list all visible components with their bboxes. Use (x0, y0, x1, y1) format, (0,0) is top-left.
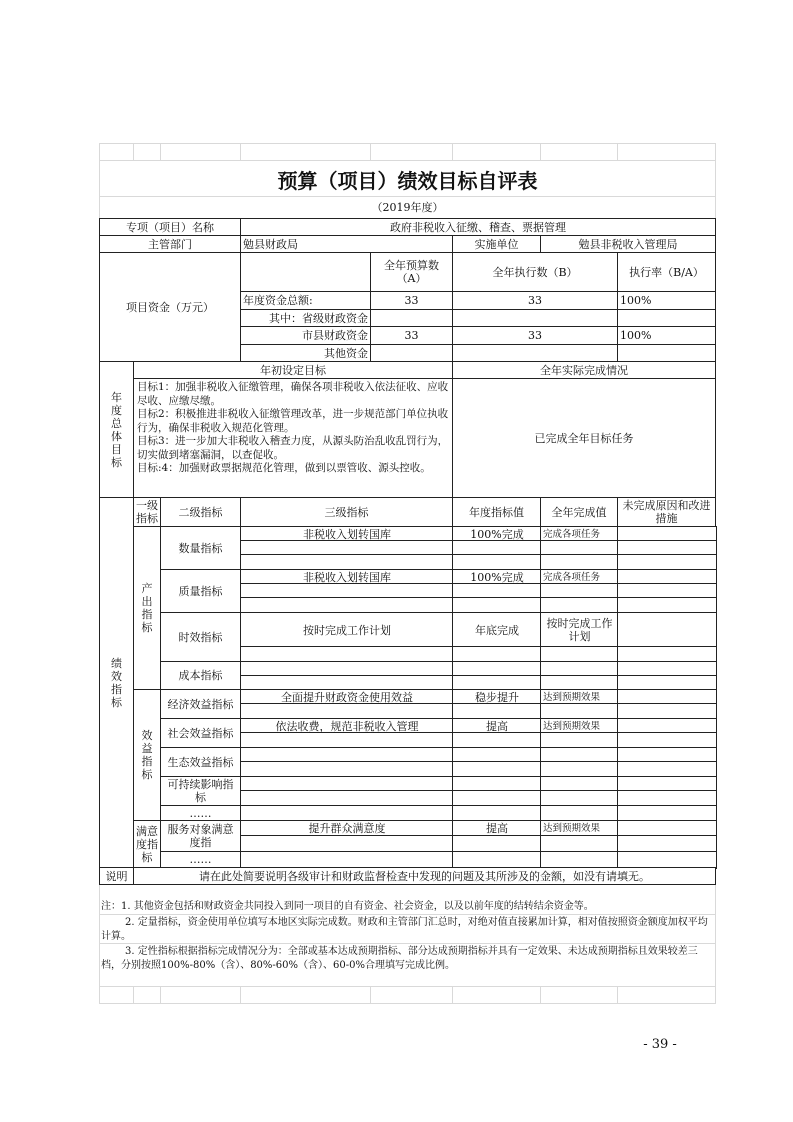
level2-ellipsis: …… (160, 851, 241, 868)
annual-target: 100%完成 (452, 569, 542, 585)
ind-header-l1: 一级指标 (133, 497, 161, 527)
col-exec: 全年执行数（B） (452, 252, 618, 292)
level3-indicator: 全面提升财政资金使用效益 (240, 689, 454, 705)
fund-row-rate (617, 344, 716, 362)
fund-row-label: 其他资金 (240, 344, 371, 362)
note-2: 2. 定量指标，资金使用单位填写本地区实际完成数。财政和主管部门汇总时，对绝对值直接累加计算，相对值按照资金额度加权平均计算。 (101, 917, 708, 942)
level2-sustainable: 可持续影响指标 (160, 776, 241, 806)
goals-set-header: 年初设定目标 (133, 361, 453, 379)
actual-value: 按时完成工作计划 (540, 612, 619, 648)
goals-actual-header: 全年实际完成情况 (452, 361, 716, 379)
ind-header-l2: 二级指标 (160, 497, 241, 527)
level1-benefit: 效益指标 (133, 689, 161, 821)
impl-value: 勉县非税收入管理局 (540, 235, 716, 253)
fund-row-exec: 33 (452, 291, 618, 310)
shortfall-reason (617, 612, 717, 648)
project-name-label: 专项（项目）名称 (99, 218, 241, 236)
ind-header-reason: 未完成原因和改进措施 (617, 497, 716, 527)
explain-text: 请在此处简要说明各级审计和财政监督检查中发现的问题及其所涉及的金额，如没有请填无。 (133, 867, 716, 885)
dept-label: 主管部门 (99, 235, 241, 253)
fund-row-exec (452, 344, 618, 362)
fund-row-budget (370, 309, 453, 327)
goals-set-text: 目标1：加强非税收入征缴管理，确保各项非税收入依法征收、应收尽收、应缴尽缴。 目标2：积极推进非税收入征缴管理改革，进一步规范部门单位执收行为，确保非税收入规范化管理。 目标3：进一步加大非税收入稽查力度，从源头防治乱收乱罚行为，切实做到堵塞漏洞，以查促收。 目标:4：加强财政票据规范化管理，做到以票管收、源头控收。 (133, 378, 453, 498)
fund-row-exec: 33 (452, 326, 618, 345)
fund-row-rate (617, 309, 716, 327)
note-1: 注：1. 其他资金包括和财政资金共同投入到同一项目的自有资金、社会资金，以及以前年度的结转结余资金等。 (101, 901, 594, 912)
actual-value: 达到预期效果 (540, 718, 619, 734)
indicators-label: 绩效指标 (99, 497, 134, 868)
level2-timeliness: 时效指标 (160, 612, 241, 662)
impl-label: 实施单位 (452, 235, 541, 253)
level2-ellipsis: …… (160, 805, 241, 821)
goals-actual-text: 已完成全年目标任务 (452, 378, 716, 498)
level2-economic: 经济效益指标 (160, 689, 241, 719)
fund-row-label: 其中：省级财政资金 (240, 309, 371, 327)
annual-target: 年底完成 (452, 612, 542, 648)
fund-row-label: 年度资金总额: (240, 291, 371, 310)
level1-satisfaction: 满意度指标 (133, 820, 161, 868)
col-rate: 执行率（B/A） (617, 252, 716, 292)
fund-row-budget: 33 (370, 326, 453, 345)
fund-row-label: 市县财政资金 (240, 326, 371, 345)
level2-cost: 成本指标 (160, 661, 241, 690)
actual-value: 达到预期效果 (540, 820, 619, 837)
actual-value: 达到预期效果 (540, 689, 619, 705)
funds-corner (240, 252, 371, 292)
level2-ecological: 生态效益指标 (160, 747, 241, 777)
level2-social: 社会效益指标 (160, 718, 241, 748)
page-number: - 39 - (643, 1037, 677, 1052)
fund-row-rate: 100% (617, 291, 716, 310)
actual-value: 完成各项任务 (540, 569, 619, 585)
page-title: 预算（项目）绩效目标自评表 (277, 168, 538, 193)
goals-label: 年度总体目标 (99, 361, 134, 498)
fund-row-budget: 33 (370, 291, 453, 310)
ind-header-target: 年度指标值 (452, 497, 541, 527)
dept-value: 勉县财政局 (240, 235, 453, 253)
explain-label: 说明 (99, 867, 134, 885)
annual-target: 100%完成 (452, 526, 542, 542)
fiscal-year: （2019年度） (371, 201, 444, 214)
level2-service-satisfaction: 服务对象满意度指 (160, 820, 241, 852)
funds-label: 项目资金（万元） (99, 252, 241, 362)
fund-row-budget (370, 344, 453, 362)
level3-indicator: 非税收入划转国库 (240, 569, 454, 585)
annual-target: 提高 (452, 820, 542, 837)
level3-indicator: 依法收费，规范非税收入管理 (240, 718, 454, 734)
note-3: 3. 定性指标根据指标完成情况分为：全部或基本达成预期指标、部分达成预期指标并具有一定效果、未达成预期指标且效果较差三档，分别按照100%-80%（含）、80%-60%（含）、60-0%合理填写完成比例。 (101, 946, 698, 971)
level2-quantity: 数量指标 (160, 526, 241, 570)
col-budget: 全年预算数（A） (370, 252, 453, 292)
level3-indicator: 非税收入划转国库 (240, 526, 454, 542)
level3-indicator: 提升群众满意度 (240, 820, 454, 837)
project-name-value: 政府非税收入征缴、稽查、票据管理 (240, 218, 716, 236)
actual-value: 完成各项任务 (540, 526, 619, 542)
level1-output: 产出指标 (133, 526, 161, 690)
fund-row-exec (452, 309, 618, 327)
annual-target: 稳步提升 (452, 689, 542, 705)
level3-indicator: 按时完成工作计划 (240, 612, 454, 648)
fund-row-rate: 100% (617, 326, 716, 345)
level2-quality: 质量指标 (160, 569, 241, 613)
ind-header-l3: 三级指标 (240, 497, 453, 527)
annual-target: 提高 (452, 718, 542, 734)
ind-header-actual: 全年完成值 (540, 497, 618, 527)
